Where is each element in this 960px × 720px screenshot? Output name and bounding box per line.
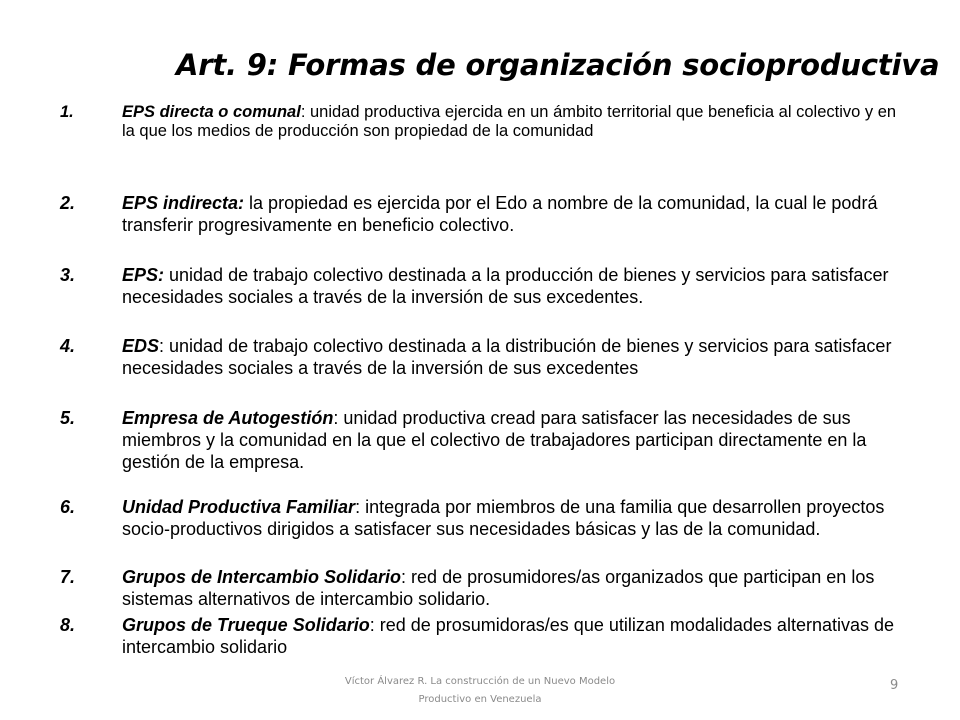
footer-line-1: Víctor Álvarez R. La construcción de un Nuevo Modelo: [344, 676, 616, 687]
footer-line-2: Productivo en Venezuela: [418, 694, 542, 705]
item-text: la propiedad es ejercida por el Edo a nombre de la comunidad, la cual le podrá transferir progresivamente en beneficio colectivo.: [122, 193, 878, 235]
footer-citation: [330, 673, 630, 709]
item-term: Empresa de Autogestión: [122, 408, 334, 428]
item-text: : unidad productiva ejercida en un ámbito territorial que beneficia al colectivo y en la que los medios de producción son propiedad de la comunidad: [122, 103, 897, 140]
item-number: 3.: [60, 265, 76, 285]
item-number: 7.: [60, 567, 76, 587]
item-term: Unidad Productiva Familiar: [122, 497, 356, 517]
item-term: EDS: [122, 336, 160, 356]
item-text: : red de prosumidoras/es que utilizan modalidades alternativas de intercambio solidario: [122, 615, 895, 657]
slide-title: Art. 9: Formas de organización socioproductiva: [176, 48, 940, 82]
item-text: : unidad productiva cread para satisfacer las necesidades de sus miembros y la comunidad en la que el colectivo de trabajadores participan directamente en la gestión de la empresa.: [122, 408, 867, 472]
item-number: 4.: [60, 336, 76, 356]
item-body: [122, 335, 900, 379]
item-number: 6.: [60, 497, 76, 517]
item-text: : integrada por miembros de una familia que desarrollen proyectos socio-productivos dirigidos a satisfacer sus necesidades básicas y las de la comunidad.: [122, 497, 885, 539]
item-term: Grupos de Intercambio Solidario: [122, 567, 402, 587]
item-number: 5.: [60, 408, 76, 428]
item-body: [122, 496, 900, 540]
item-number: 8.: [60, 615, 76, 635]
item-body: [122, 264, 900, 308]
item-body: [122, 103, 900, 141]
item-term: EPS:: [122, 265, 165, 285]
item-body: [122, 566, 900, 610]
item-text: unidad de trabajo colectivo destinada a la producción de bienes y servicios para satisfacer necesidades sociales a través de la inversión de sus excedentes.: [122, 265, 889, 307]
item-number: 2.: [60, 193, 76, 213]
item-body: [122, 614, 900, 658]
item-body: [122, 407, 900, 473]
item-text: : unidad de trabajo colectivo destinada a la distribución de bienes y servicios para satisfacer necesidades sociales a través de la inversión de sus excedentes: [122, 336, 892, 378]
item-term: EPS indirecta:: [122, 193, 245, 213]
item-term: EPS directa o comunal: [122, 103, 301, 121]
item-body: [122, 192, 900, 236]
item-term: Grupos de Trueque Solidario: [122, 615, 370, 635]
item-number: 1.: [60, 103, 74, 121]
page-number: 9: [890, 678, 899, 693]
item-text: : red de prosumidores/as organizados que participan en los sistemas alternativos de intercambio solidario.: [122, 567, 875, 609]
